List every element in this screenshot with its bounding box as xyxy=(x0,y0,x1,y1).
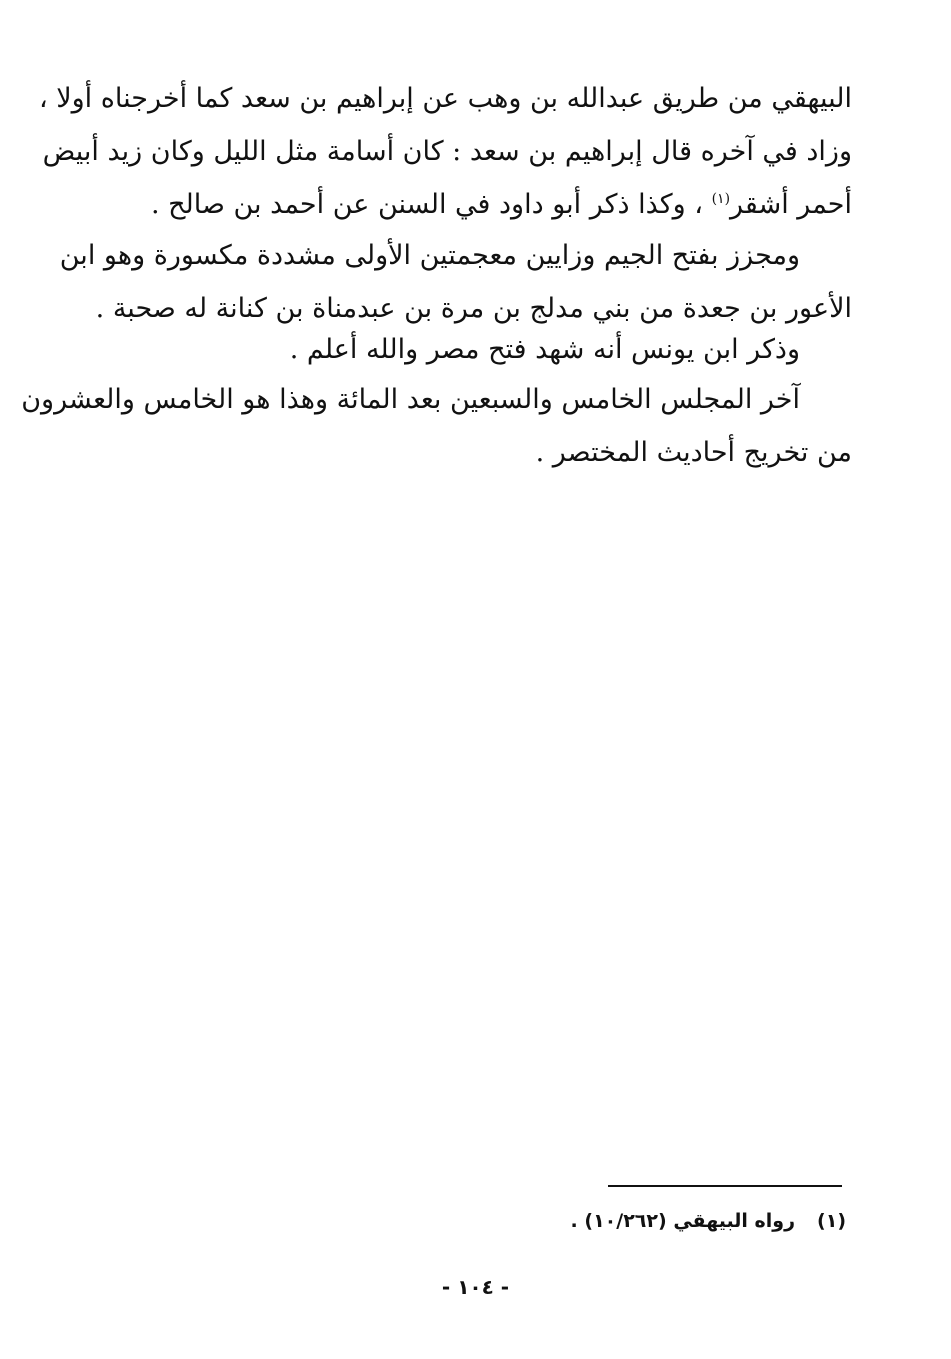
footnote-reference[interactable]: (١) xyxy=(711,191,731,207)
text-segment: أحمر أشقر xyxy=(730,189,852,220)
page-number: - ١٠٤ - xyxy=(441,1275,510,1299)
paragraph-4 xyxy=(21,373,852,479)
text-line: من تخريج أحاديث المختصر . xyxy=(535,437,852,468)
text-line: آخر المجلس الخامس والسبعين بعد المائة وهذا هو الخامس والعشرون xyxy=(21,384,800,415)
text-line: البيهقي من طريق عبدالله بن وهب عن إبراهيم بن سعد كما أخرجناه أولا ، xyxy=(38,83,852,114)
text-line: وزاد في آخره قال إبراهيم بن سعد : كان أسامة مثل الليل وكان زيد أبيض xyxy=(42,136,852,167)
footnote-text: رواه البيهقي (١٠/٢٦٢) . xyxy=(570,1210,796,1232)
paragraph-1 xyxy=(38,72,852,231)
text-line: وذكر ابن يونس أنه شهد فتح مصر والله أعلم . xyxy=(289,334,800,365)
text-line: ومجزز بفتح الجيم وزايين معجمتين الأولى مشددة مكسورة وهو ابن xyxy=(59,240,800,271)
footnote-divider xyxy=(608,1185,842,1187)
footnote-number: (١) xyxy=(817,1210,846,1232)
text-line: الأعور بن جعدة من بني مدلج بن مرة بن عبدمناة بن كنانة له صحبة . xyxy=(95,293,852,324)
text-line xyxy=(140,178,852,231)
paragraph-3 xyxy=(140,323,852,376)
text-segment: ، وكذا ذكر أبو داود في السنن عن أحمد بن صالح . xyxy=(150,189,712,220)
footnote xyxy=(400,1203,846,1239)
paragraph-2 xyxy=(59,229,852,335)
